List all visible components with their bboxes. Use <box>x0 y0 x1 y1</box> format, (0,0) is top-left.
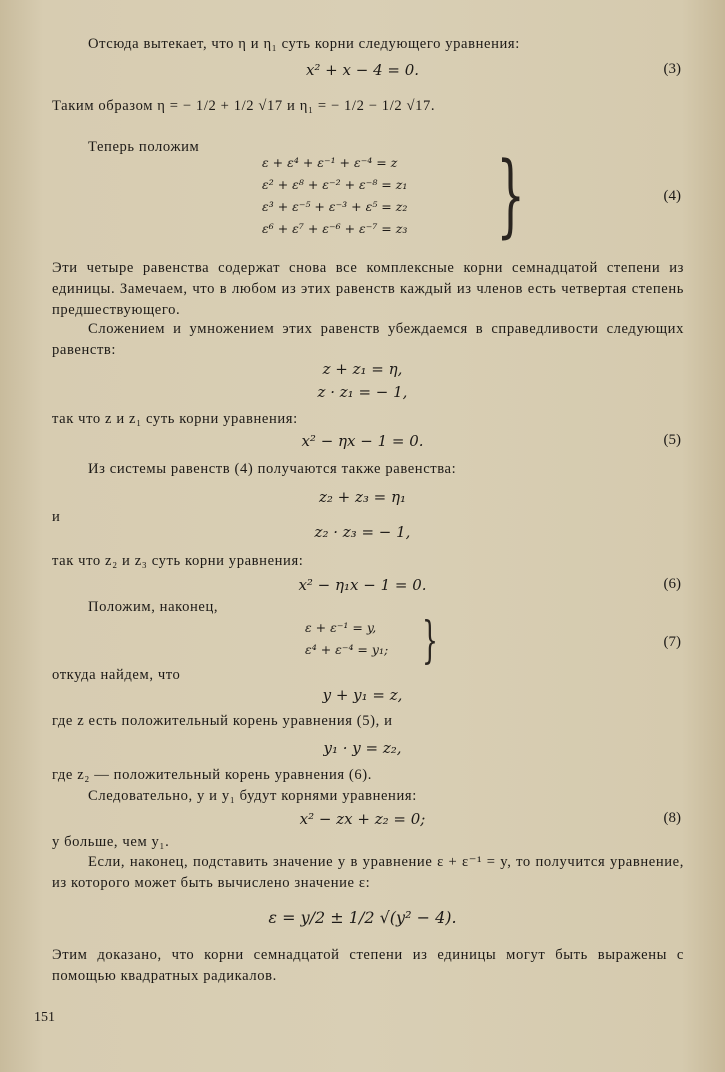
system-7-line-2: ε⁴ + ε⁻⁴ = y₁; <box>305 642 389 657</box>
right-brace-icon: } <box>496 143 525 248</box>
paragraph-14: Следовательно, y и y₁ будут корнями уравнения: <box>88 788 417 804</box>
paragraph-13: где z₂ — положительный корень уравнения (6). <box>52 767 372 783</box>
paragraph-3: Теперь положим <box>88 139 200 155</box>
equation-d: z₂ · z₃ = − 1, <box>314 523 411 541</box>
paragraph-9: так что z₂ и z₃ суть корни уравнения: <box>52 553 304 569</box>
equation-4-number: (4) <box>663 188 681 204</box>
right-brace-icon: } <box>421 611 438 669</box>
equation-5: x² − ηx − 1 = 0. <box>301 432 424 450</box>
paragraph-16: Если, наконец, подставить значение y в уравнение ε + ε⁻¹ = y, то получится уравнение, из которого может быть вычислено значение ε: <box>52 854 684 891</box>
equation-6-number: (6) <box>663 576 681 592</box>
system-4-line-1: ε + ε⁴ + ε⁻¹ + ε⁻⁴ = z <box>262 155 398 170</box>
equation-6: x² − η₁x − 1 = 0. <box>298 576 427 594</box>
paragraph-1: Отсюда вытекает, что η и η₁ суть корни следующего уравнения: <box>88 36 520 52</box>
equation-3: x² + x − 4 = 0. <box>305 61 420 79</box>
system-7-line-1: ε + ε⁻¹ = y, <box>305 620 377 635</box>
equation-f: y₁ · y = z₂, <box>323 739 402 757</box>
equation-a: z + z₁ = η, <box>322 360 403 378</box>
paragraph-11: откуда найдем, что <box>52 667 181 683</box>
equation-system-7 <box>305 617 388 661</box>
paragraph-12: где z есть положительный корень уравнения (5), и <box>52 713 393 729</box>
paragraph-4: Эти четыре равенства содержат снова все комплексные корни семнадцатой степени из единицы. Замечаем, что в любом из этих равенств каждый из членов есть четвертая степень предшествующего. <box>52 260 684 318</box>
system-4-line-3: ε³ + ε⁻⁵ + ε⁻³ + ε⁵ = z₂ <box>262 199 408 214</box>
paragraph-15: y больше, чем y₁. <box>52 834 170 850</box>
equation-5-number: (5) <box>663 432 681 448</box>
equation-system-4 <box>262 152 407 240</box>
equation-8-number: (8) <box>663 810 681 826</box>
equation-g: ε = y/2 ± 1/2 √(y² − 4). <box>268 908 457 927</box>
paragraph-6: так что z и z₁ суть корни уравнения: <box>52 411 298 427</box>
paragraph-2: Таким образом η = − 1/2 + 1/2 √17 и η₁ = − 1/2 − 1/2 √17. <box>52 98 436 114</box>
paragraph-17: Этим доказано, что корни семнадцатой степени из единицы могут быть выражены с помощью квадратных радикалов. <box>52 947 684 984</box>
paragraph-8: и <box>52 509 61 525</box>
equation-e: y + y₁ = z, <box>322 686 403 704</box>
equation-3-number: (3) <box>663 61 681 77</box>
paragraph-10: Положим, наконец, <box>88 599 219 615</box>
system-4-line-2: ε² + ε⁸ + ε⁻² + ε⁻⁸ = z₁ <box>262 177 408 192</box>
system-4-line-4: ε⁶ + ε⁷ + ε⁻⁶ + ε⁻⁷ = z₃ <box>262 221 408 236</box>
equation-c: z₂ + z₃ = η₁ <box>318 488 407 506</box>
equation-8: x² − zx + z₂ = 0; <box>299 810 426 828</box>
equation-b: z · z₁ = − 1, <box>317 383 408 401</box>
paragraph-5: Сложением и умножением этих равенств убеждаемся в справедливости следующих равенств: <box>52 321 684 358</box>
paragraph-7: Из системы равенств (4) получаются также равенства: <box>88 461 457 477</box>
equation-7-number: (7) <box>663 634 681 650</box>
page-number: 151 <box>34 1010 55 1025</box>
